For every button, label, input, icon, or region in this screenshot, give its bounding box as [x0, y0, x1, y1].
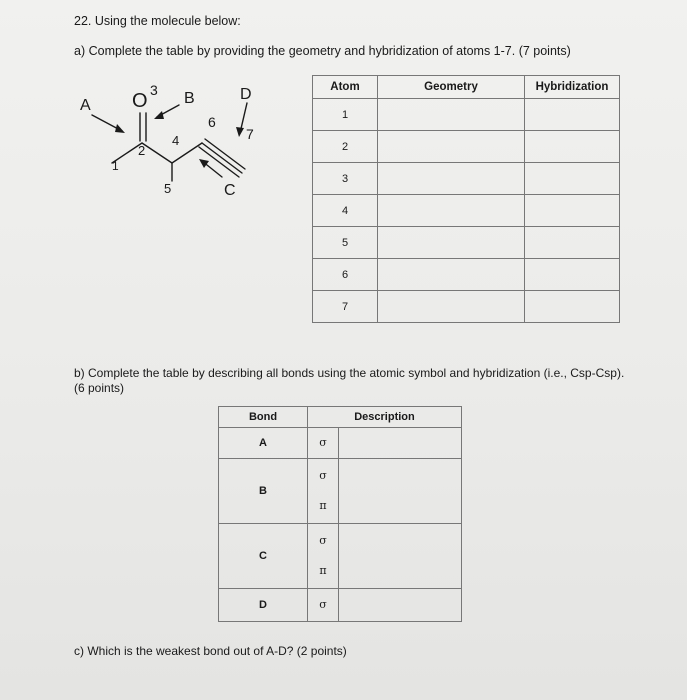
atom-label-5: 5 — [164, 181, 172, 196]
description-cell[interactable] — [339, 589, 462, 622]
geometry-cell[interactable] — [378, 227, 525, 259]
part-c-prompt: c) Which is the weakest bond out of A-D? (2 points) — [74, 644, 347, 658]
table-row — [313, 131, 620, 163]
geometry-cell[interactable] — [378, 163, 525, 195]
bond-label-b: B — [184, 90, 195, 107]
atom-label-7: 7 — [246, 126, 254, 142]
table-row — [313, 195, 620, 227]
atom-number: 1 — [313, 99, 378, 131]
bond-table — [218, 406, 462, 622]
sigma-symbol: σ — [319, 469, 327, 482]
part-b-prompt: b) Complete the table by describing all bonds using the atomic symbol and hybridization (i.e., Csp-Csp). (6 points) — [74, 366, 625, 395]
atom-label-2: 2 — [138, 143, 146, 158]
bond-label: B — [219, 459, 308, 524]
atom-label-4: 4 — [172, 133, 180, 148]
atom-label-1: 1 — [112, 159, 119, 173]
table-row — [313, 99, 620, 131]
carbon-skeleton — [112, 143, 202, 163]
header-geometry: Geometry — [378, 76, 525, 99]
hybridization-cell[interactable] — [525, 195, 620, 227]
molecule-diagram — [72, 75, 292, 205]
sigma-symbol: σ — [319, 436, 327, 449]
arrowhead-b — [154, 111, 164, 119]
hybridization-cell[interactable] — [525, 291, 620, 323]
table-row — [313, 291, 620, 323]
geometry-cell[interactable] — [378, 195, 525, 227]
hybridization-cell[interactable] — [525, 99, 620, 131]
pi-symbol: π — [319, 564, 327, 577]
description-cell[interactable] — [339, 459, 462, 524]
arrowhead-d — [236, 127, 244, 137]
triple-bond-1 — [202, 143, 242, 173]
part-a-prompt: a) Complete the table by providing the geometry and hybridization of atoms 1-7. (7 points) — [74, 44, 571, 58]
geometry-cell[interactable] — [378, 259, 525, 291]
atom-label-3: 3 — [150, 82, 158, 98]
atom-number: 6 — [313, 259, 378, 291]
pi-symbol: π — [319, 499, 327, 512]
header-hybridization: Hybridization — [525, 76, 620, 99]
table-row — [219, 589, 462, 622]
atom-number: 4 — [313, 195, 378, 227]
bond-label-d: D — [240, 86, 252, 103]
bond-label: C — [219, 524, 308, 589]
bond-label-a: A — [80, 97, 91, 114]
atom-number: 2 — [313, 131, 378, 163]
bond-label: A — [219, 428, 308, 459]
header-bond: Bond — [219, 407, 308, 428]
atom-number: 5 — [313, 227, 378, 259]
table-row — [219, 524, 462, 589]
geometry-cell[interactable] — [378, 131, 525, 163]
atom-label-6: 6 — [208, 114, 216, 130]
sigma-symbol: σ — [319, 598, 327, 611]
table-row — [219, 428, 462, 459]
geometry-cell[interactable] — [378, 99, 525, 131]
question-title: 22. Using the molecule below: — [74, 14, 241, 28]
hybridization-cell[interactable] — [525, 227, 620, 259]
header-description: Description — [308, 407, 462, 428]
triple-bond-2 — [205, 139, 245, 169]
table-row — [313, 163, 620, 195]
header-atom: Atom — [313, 76, 378, 99]
arrowhead-c — [199, 159, 209, 168]
table-row — [313, 259, 620, 291]
arrowhead-a — [115, 124, 125, 133]
oxygen-label: O — [132, 90, 148, 112]
description-cell[interactable] — [339, 524, 462, 589]
atom-number: 7 — [313, 291, 378, 323]
table-row — [219, 459, 462, 524]
geometry-cell[interactable] — [378, 291, 525, 323]
geometry-table — [312, 75, 620, 323]
atom-number: 3 — [313, 163, 378, 195]
bond-label: D — [219, 589, 308, 622]
description-cell[interactable] — [339, 428, 462, 459]
hybridization-cell[interactable] — [525, 131, 620, 163]
bond-label-c: C — [224, 182, 236, 199]
table-row — [313, 227, 620, 259]
hybridization-cell[interactable] — [525, 259, 620, 291]
hybridization-cell[interactable] — [525, 163, 620, 195]
sigma-symbol: σ — [319, 534, 327, 547]
